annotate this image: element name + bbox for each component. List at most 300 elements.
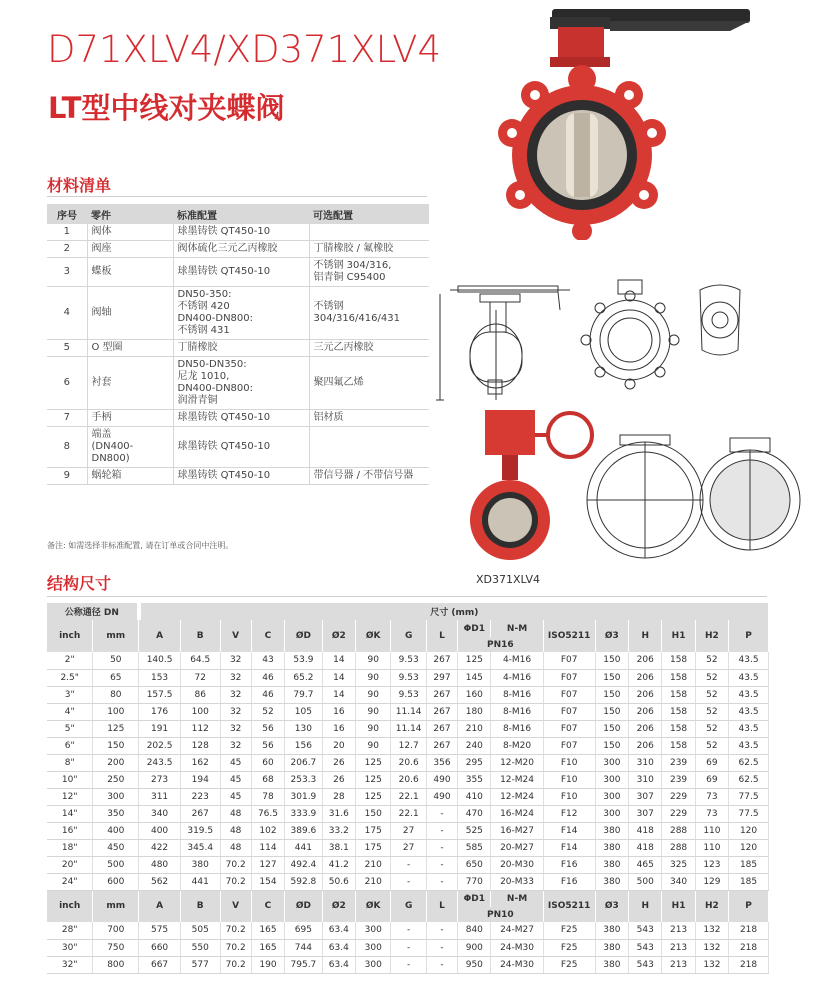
table-cell: 340 <box>139 805 181 822</box>
table-cell: 4-M16 <box>491 652 543 669</box>
table-cell: 154 <box>251 873 284 890</box>
table-cell: 500 <box>629 873 662 890</box>
table-cell: 2.5" <box>47 669 93 686</box>
table-cell: 46 <box>251 686 284 703</box>
table-cell: 丁腈橡胶 / 氟橡胶 <box>309 241 429 258</box>
col-header: V <box>220 620 251 652</box>
table-cell: 球墨铸铁 QT450-10 <box>173 224 309 241</box>
table-cell: 68 <box>251 771 284 788</box>
table-cell: 307 <box>629 805 662 822</box>
table-cell: 26 <box>322 771 355 788</box>
table-cell: F25 <box>543 939 595 956</box>
table-cell: 8-M20 <box>491 737 543 754</box>
table-cell: 125 <box>93 720 139 737</box>
table-cell: 158 <box>662 669 695 686</box>
table-cell: 400 <box>93 822 139 839</box>
table-cell: 衬套 <box>87 357 173 410</box>
col-header: mm <box>93 890 139 922</box>
table-cell: 660 <box>139 939 181 956</box>
table-cell <box>309 427 429 468</box>
table-cell: 213 <box>662 922 695 939</box>
table-cell: DN50-350: 不锈钢 420 DN400-DN800: 不锈钢 431 <box>173 287 309 340</box>
table-cell: 球墨铸铁 QT450-10 <box>173 468 309 485</box>
table-cell: 297 <box>426 669 457 686</box>
table-cell: 120 <box>729 839 769 856</box>
table-cell: 300 <box>595 771 628 788</box>
table-row <box>47 652 769 669</box>
table-cell: 28 <box>322 788 355 805</box>
table-cell: 32" <box>47 956 93 973</box>
table-cell: 800 <box>93 956 139 973</box>
table-cell: 端盖 (DN400- DN800) <box>87 427 173 468</box>
table-cell: 127 <box>251 856 284 873</box>
table-cell: 22.1 <box>391 805 426 822</box>
table-cell: 441 <box>285 839 323 856</box>
table-cell: 307 <box>629 788 662 805</box>
table-cell: 206.7 <box>285 754 323 771</box>
table-cell: 218 <box>729 922 769 939</box>
table-cell: 356 <box>426 754 457 771</box>
table-cell: 52 <box>695 669 728 686</box>
col-header: Ø2 <box>322 890 355 922</box>
table-cell: 525 <box>458 822 491 839</box>
table-cell: 202.5 <box>139 737 181 754</box>
table-cell: 73 <box>695 788 728 805</box>
table-row <box>47 822 769 839</box>
table-cell: 43.5 <box>729 720 769 737</box>
table-cell: 带信号器 / 不带信号器 <box>309 468 429 485</box>
col-header: A <box>139 620 181 652</box>
table-cell: 162 <box>180 754 220 771</box>
table-cell: 52 <box>695 686 728 703</box>
table-cell: 38.1 <box>322 839 355 856</box>
table-row <box>47 224 429 241</box>
table-cell: 4" <box>47 703 93 720</box>
table-cell: - <box>391 922 426 939</box>
table-row <box>47 720 769 737</box>
table-row <box>47 703 769 720</box>
table-cell: 48 <box>220 839 251 856</box>
table-cell: 110 <box>695 822 728 839</box>
table-cell: 145 <box>458 669 491 686</box>
table-row <box>47 956 769 973</box>
col-header: H2 <box>695 890 728 922</box>
table-cell: F16 <box>543 873 595 890</box>
table-cell: 345.4 <box>180 839 220 856</box>
table-cell: 158 <box>662 686 695 703</box>
col-header: ISO5211 <box>543 890 595 922</box>
table-cell: 206 <box>629 703 662 720</box>
table-row <box>47 427 429 468</box>
table-cell: 46 <box>251 669 284 686</box>
table-cell: 380 <box>595 922 628 939</box>
table-cell: 218 <box>729 939 769 956</box>
table-cell: 128 <box>180 737 220 754</box>
table-cell: 14 <box>322 652 355 669</box>
table-cell: F07 <box>543 737 595 754</box>
table-cell: 210 <box>458 720 491 737</box>
table-cell: 62.5 <box>729 754 769 771</box>
table-cell: - <box>391 856 426 873</box>
table-cell: 20.6 <box>391 771 426 788</box>
table-cell: 27 <box>391 822 426 839</box>
table-cell: 11.14 <box>391 703 426 720</box>
table-cell: 300 <box>93 788 139 805</box>
pressure-class: PN16 <box>458 637 543 652</box>
table-cell: 86 <box>180 686 220 703</box>
col-header: L <box>426 890 457 922</box>
table-cell: 239 <box>662 754 695 771</box>
table-cell: 380 <box>595 939 628 956</box>
table-row <box>47 754 769 771</box>
valve-photo <box>490 5 760 240</box>
col-header: P <box>729 620 769 652</box>
table-cell: 45 <box>220 788 251 805</box>
table-cell: 12.7 <box>391 737 426 754</box>
table-cell: 球墨铸铁 QT450-10 <box>173 410 309 427</box>
table-cell: - <box>426 956 457 973</box>
table-cell: 31.6 <box>322 805 355 822</box>
table-cell: 380 <box>180 856 220 873</box>
table-cell: 阀体 <box>87 224 173 241</box>
table-cell: 50.6 <box>322 873 355 890</box>
table-row <box>47 839 769 856</box>
table-cell: 129 <box>695 873 728 890</box>
table-cell: 150 <box>595 737 628 754</box>
table-cell: F07 <box>543 669 595 686</box>
table-cell: 73 <box>695 805 728 822</box>
table-cell: 110 <box>695 839 728 856</box>
table-cell: 150 <box>595 686 628 703</box>
table-cell: F07 <box>543 703 595 720</box>
dimensions-table <box>47 603 769 974</box>
table-cell: 575 <box>139 922 181 939</box>
table-cell: 70.2 <box>220 856 251 873</box>
table-cell: 8 <box>47 427 87 468</box>
size-header: 尺寸 (mm) <box>139 603 769 620</box>
table-cell: 355 <box>458 771 491 788</box>
table-cell: 253.3 <box>285 771 323 788</box>
table-cell: 52 <box>695 737 728 754</box>
table-cell: 8" <box>47 754 93 771</box>
table-cell: 267 <box>426 686 457 703</box>
table-cell: 蜗轮箱 <box>87 468 173 485</box>
col-header: C <box>251 620 284 652</box>
table-row <box>47 771 769 788</box>
table-cell: 210 <box>356 856 391 873</box>
technical-drawings <box>430 250 814 580</box>
table-cell: 90 <box>356 737 391 754</box>
table-row <box>47 686 769 703</box>
col-header: Ø3 <box>595 620 628 652</box>
table-cell: 6" <box>47 737 93 754</box>
table-cell: 795.7 <box>285 956 323 973</box>
table-cell: 77.5 <box>729 788 769 805</box>
table-cell: 577 <box>180 956 220 973</box>
table-cell: 300 <box>356 956 391 973</box>
col-header: L <box>426 620 457 652</box>
table-cell: 不锈钢 304/316, 铝青铜 C95400 <box>309 258 429 287</box>
table-row <box>47 468 429 485</box>
table-cell: 9.53 <box>391 669 426 686</box>
table-cell: 210 <box>356 873 391 890</box>
table-cell: 206 <box>629 686 662 703</box>
table-cell: 400 <box>139 822 181 839</box>
drawing-caption: XD371XLV4 <box>476 573 540 586</box>
table-cell: 62.5 <box>729 771 769 788</box>
col-header: H1 <box>662 620 695 652</box>
col-header: inch <box>47 620 93 652</box>
materials-section-title: 材料清单 <box>47 176 112 195</box>
table-cell: 300 <box>356 922 391 939</box>
table-cell: 158 <box>662 652 695 669</box>
table-cell: 球墨铸铁 QT450-10 <box>173 427 309 468</box>
table-cell: 450 <box>93 839 139 856</box>
table-cell: 267 <box>180 805 220 822</box>
table-cell: 191 <box>139 720 181 737</box>
table-cell: 32 <box>220 737 251 754</box>
table-cell: 90 <box>356 652 391 669</box>
table-cell: 650 <box>458 856 491 873</box>
table-cell: 16 <box>322 703 355 720</box>
col-header: G <box>391 890 426 922</box>
table-cell: 267 <box>426 652 457 669</box>
table-cell: 24-M30 <box>491 956 543 973</box>
table-cell: 125 <box>356 788 391 805</box>
table-cell: F25 <box>543 922 595 939</box>
table-row <box>47 241 429 258</box>
table-cell: 20-M33 <box>491 873 543 890</box>
table-cell: 球墨铸铁 QT450-10 <box>173 258 309 287</box>
table-cell: F07 <box>543 686 595 703</box>
table-cell: 不锈钢 304/316/416/431 <box>309 287 429 340</box>
table-cell: 28" <box>47 922 93 939</box>
table-cell: 53.9 <box>285 652 323 669</box>
table-cell: 1 <box>47 224 87 241</box>
table-cell: 700 <box>93 922 139 939</box>
table-cell: 100 <box>93 703 139 720</box>
table-cell: 100 <box>180 703 220 720</box>
table-cell: - <box>426 856 457 873</box>
table-cell: 78 <box>251 788 284 805</box>
table-row <box>47 788 769 805</box>
table-cell: 267 <box>426 720 457 737</box>
table-cell: 8-M16 <box>491 720 543 737</box>
table-cell: 250 <box>93 771 139 788</box>
table-cell: 铝材质 <box>309 410 429 427</box>
table-cell: 43.5 <box>729 737 769 754</box>
table-cell: 465 <box>629 856 662 873</box>
table-cell: 158 <box>662 720 695 737</box>
table-cell: 380 <box>595 956 628 973</box>
table-cell: 223 <box>180 788 220 805</box>
table-cell: 206 <box>629 652 662 669</box>
table-cell: 300 <box>595 754 628 771</box>
table-cell: 阀轴 <box>87 287 173 340</box>
table-cell: 543 <box>629 922 662 939</box>
table-cell: 50 <box>93 652 139 669</box>
table-cell: 273 <box>139 771 181 788</box>
table-cell: 150 <box>356 805 391 822</box>
table-cell: - <box>391 939 426 956</box>
table-cell: 150 <box>595 669 628 686</box>
table-cell: - <box>426 839 457 856</box>
col-header: 可选配置 <box>309 204 429 224</box>
table-row <box>47 669 769 686</box>
table-cell: F14 <box>543 839 595 856</box>
col-header: G <box>391 620 426 652</box>
table-row <box>47 805 769 822</box>
table-cell: 20" <box>47 856 93 873</box>
table-row <box>47 737 769 754</box>
table-cell: 380 <box>595 822 628 839</box>
table-cell: 543 <box>629 956 662 973</box>
col-header: P <box>729 890 769 922</box>
table-cell: 380 <box>595 873 628 890</box>
table-cell: 16" <box>47 822 93 839</box>
dn-header: 公称通径 DN <box>47 603 139 620</box>
table-cell: 150 <box>595 703 628 720</box>
table-row <box>47 340 429 357</box>
table-cell: 77.5 <box>729 805 769 822</box>
table-row <box>47 939 769 956</box>
table-cell: 180 <box>458 703 491 720</box>
table-row <box>47 922 769 939</box>
table-cell: 132 <box>695 922 728 939</box>
table-cell: 63.4 <box>322 939 355 956</box>
col-header: H <box>629 620 662 652</box>
table-cell: 90 <box>356 686 391 703</box>
table-cell: 543 <box>629 939 662 956</box>
table-cell: 70.2 <box>220 939 251 956</box>
table-cell: 229 <box>662 788 695 805</box>
materials-note: 备注: 如需选择非标准配置, 请在订单或合同中注明。 <box>47 541 234 550</box>
table-cell: 20-M30 <box>491 856 543 873</box>
table-cell: 52 <box>251 703 284 720</box>
table-cell: 206 <box>629 720 662 737</box>
table-cell: 389.6 <box>285 822 323 839</box>
table-cell: 27 <box>391 839 426 856</box>
pressure-class: PN10 <box>458 907 543 922</box>
table-cell: 300 <box>356 939 391 956</box>
table-cell: 218 <box>729 956 769 973</box>
table-cell: 43.5 <box>729 652 769 669</box>
table-cell: 80 <box>93 686 139 703</box>
table-cell: 76.5 <box>251 805 284 822</box>
table-cell: 600 <box>93 873 139 890</box>
table-cell: 114 <box>251 839 284 856</box>
table-cell: 229 <box>662 805 695 822</box>
table-cell: 288 <box>662 839 695 856</box>
table-cell: 667 <box>139 956 181 973</box>
table-cell: 156 <box>285 737 323 754</box>
table-cell: 441 <box>180 873 220 890</box>
table-cell: 410 <box>458 788 491 805</box>
col-header: A <box>139 890 181 922</box>
table-cell: 267 <box>426 703 457 720</box>
table-cell: 45 <box>220 771 251 788</box>
table-cell: 70.2 <box>220 873 251 890</box>
col-header: Ø2 <box>322 620 355 652</box>
table-cell: 70.2 <box>220 956 251 973</box>
table-cell: 158 <box>662 737 695 754</box>
table-cell: 8-M16 <box>491 686 543 703</box>
table-cell: 43 <box>251 652 284 669</box>
table-cell: 32 <box>220 652 251 669</box>
table-cell: 5 <box>47 340 87 357</box>
table-cell: 550 <box>180 939 220 956</box>
table-row <box>47 873 769 890</box>
col-header: ØK <box>356 890 391 922</box>
table-row <box>47 287 429 340</box>
table-cell: F14 <box>543 822 595 839</box>
product-subtitle: LT型中线对夹蝶阀 <box>48 91 285 125</box>
col-header: H2 <box>695 620 728 652</box>
table-cell: 140.5 <box>139 652 181 669</box>
table-cell: 8-M16 <box>491 703 543 720</box>
table-row <box>47 258 429 287</box>
table-cell: 14 <box>322 669 355 686</box>
col-header: 标准配置 <box>173 204 309 224</box>
col-header: V <box>220 890 251 922</box>
table-cell: 333.9 <box>285 805 323 822</box>
table-cell: 132 <box>695 939 728 956</box>
table-cell: 340 <box>662 873 695 890</box>
table-cell: 500 <box>93 856 139 873</box>
table-cell: 310 <box>629 771 662 788</box>
table-cell: 65.2 <box>285 669 323 686</box>
table-cell: 310 <box>629 754 662 771</box>
table-cell: 695 <box>285 922 323 939</box>
table-cell: 43.5 <box>729 669 769 686</box>
table-cell: F10 <box>543 754 595 771</box>
table-cell: 4-M16 <box>491 669 543 686</box>
table-cell: 200 <box>93 754 139 771</box>
table-cell: 3" <box>47 686 93 703</box>
table-cell: 22.1 <box>391 788 426 805</box>
table-cell: 267 <box>426 737 457 754</box>
table-cell: 311 <box>139 788 181 805</box>
table-cell: 20.6 <box>391 754 426 771</box>
table-cell: 三元乙丙橡胶 <box>309 340 429 357</box>
table-cell: 490 <box>426 788 457 805</box>
col-header: ØD <box>285 890 323 922</box>
table-cell: 43.5 <box>729 703 769 720</box>
table-cell: 380 <box>595 839 628 856</box>
table-cell: - <box>426 922 457 939</box>
table-cell: 26 <box>322 754 355 771</box>
table-cell: 11.14 <box>391 720 426 737</box>
table-cell: 239 <box>662 771 695 788</box>
table-cell: F10 <box>543 788 595 805</box>
table-cell: 65 <box>93 669 139 686</box>
table-cell: 160 <box>458 686 491 703</box>
col-header: ΦD1 <box>458 620 491 637</box>
table-cell: 175 <box>356 822 391 839</box>
table-cell: 150 <box>595 652 628 669</box>
table-cell: 185 <box>729 873 769 890</box>
table-cell: 4 <box>47 287 87 340</box>
table-cell: 蝶板 <box>87 258 173 287</box>
col-header: ΦD1 <box>458 890 491 907</box>
table-cell: F12 <box>543 805 595 822</box>
table-cell: - <box>426 805 457 822</box>
table-cell: F10 <box>543 771 595 788</box>
col-header: N-M <box>491 890 543 907</box>
table-cell: 12-M20 <box>491 754 543 771</box>
table-cell: 562 <box>139 873 181 890</box>
col-header: 零件 <box>87 204 173 224</box>
